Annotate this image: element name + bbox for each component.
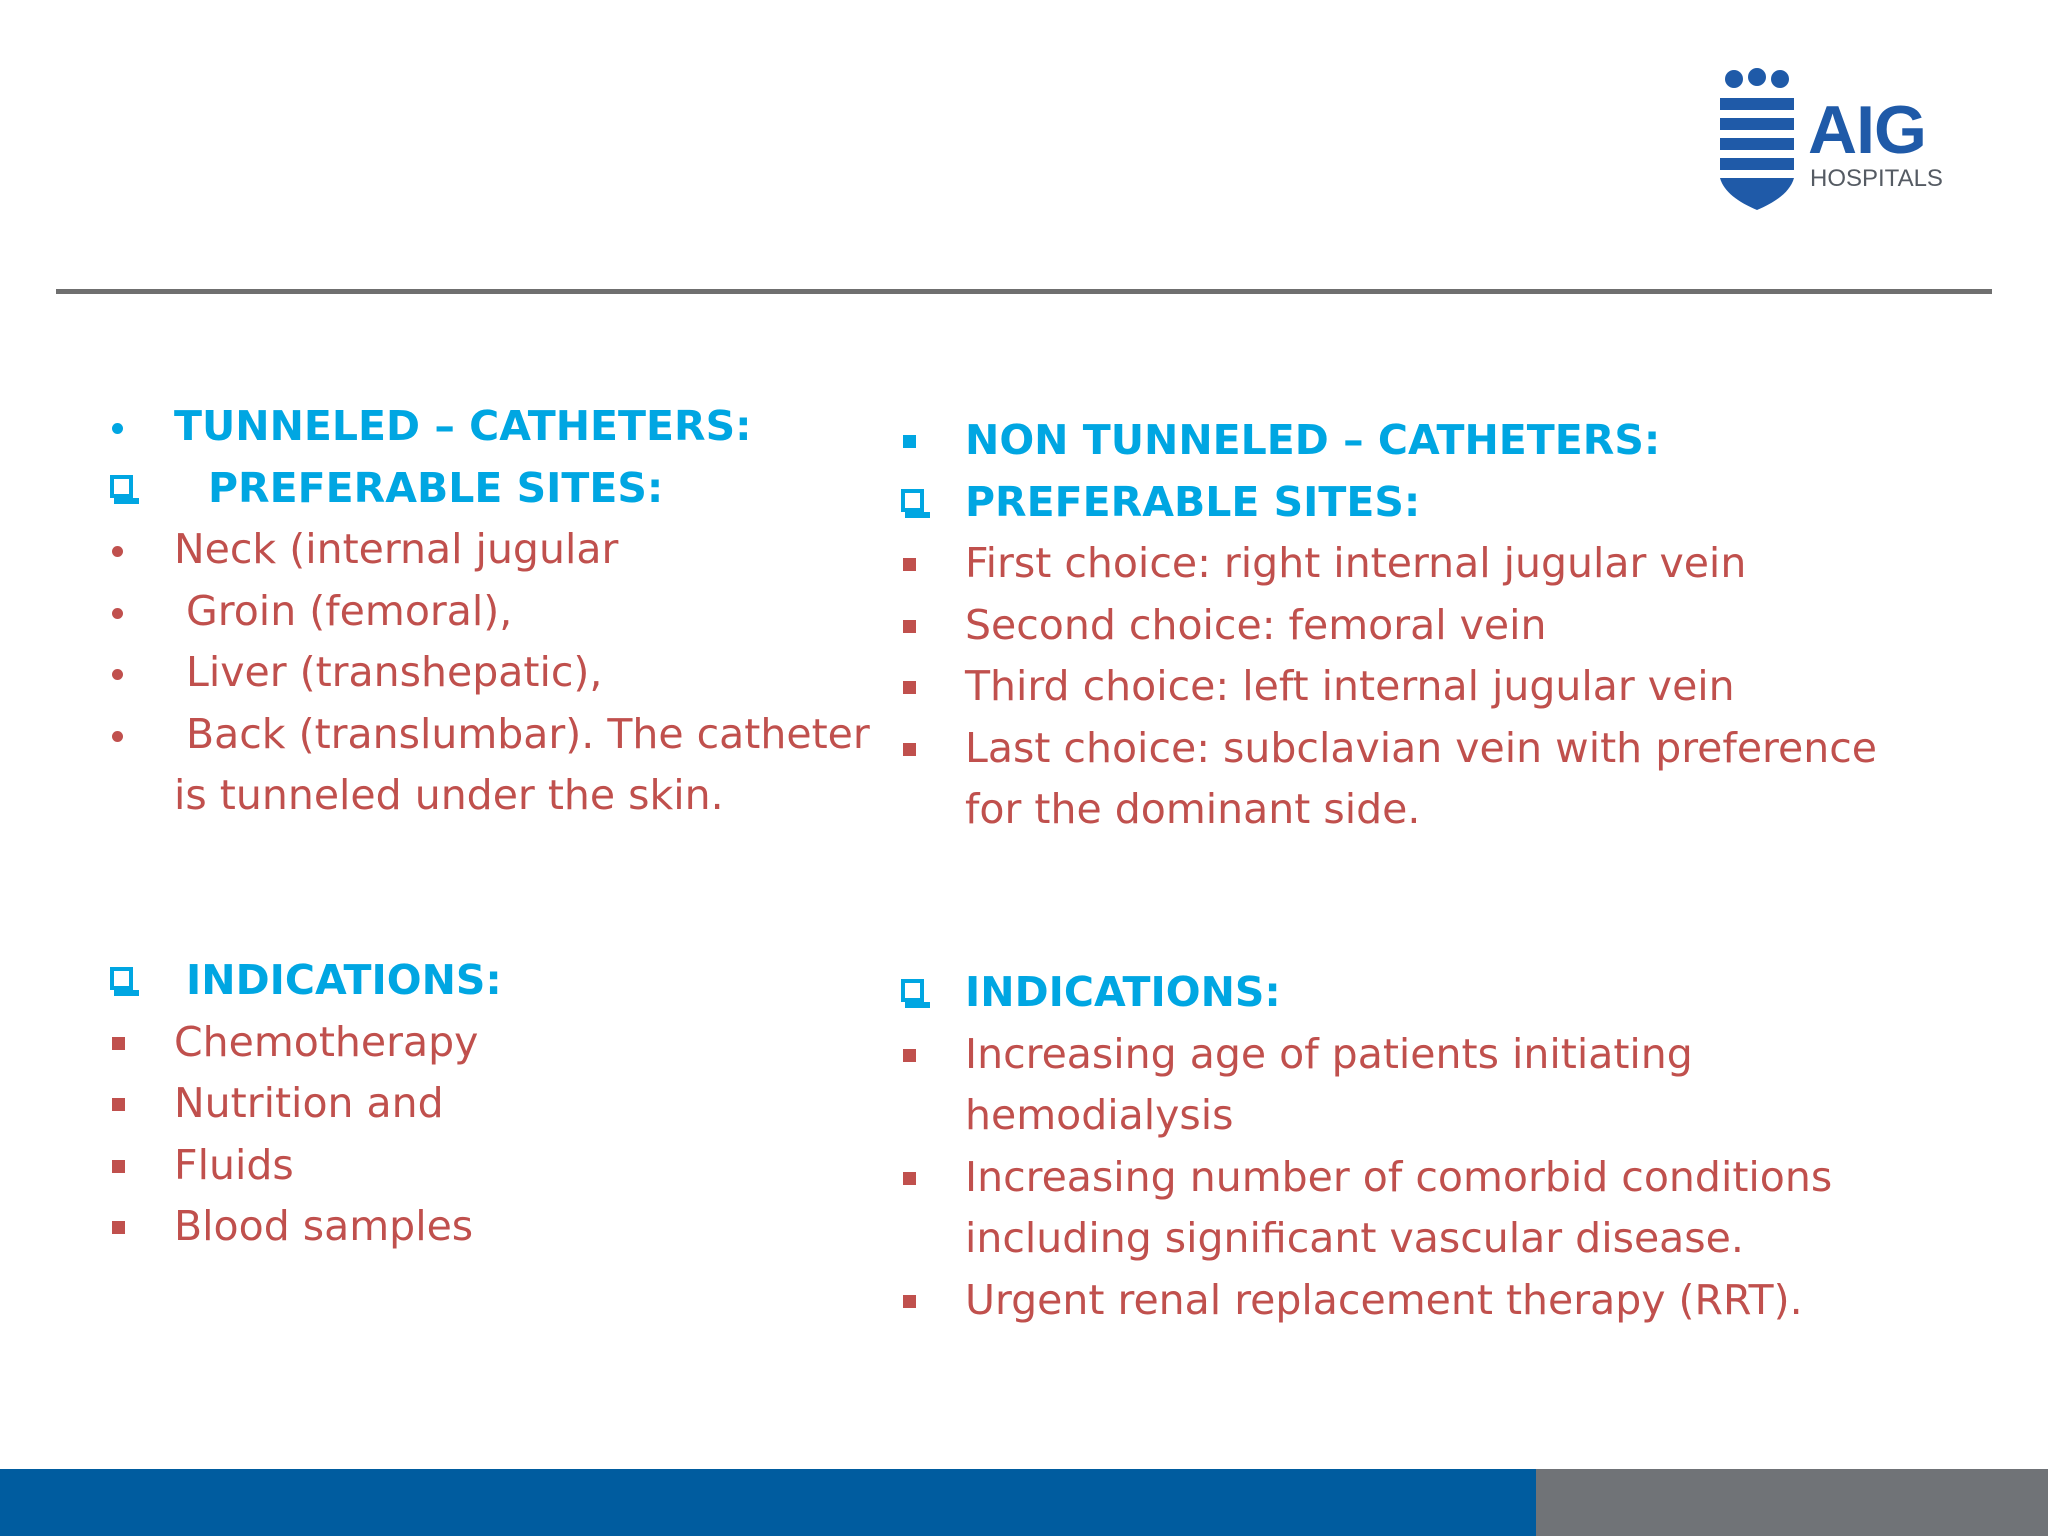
tunneled-indications-section xyxy=(106,950,886,1258)
square-bullet-icon xyxy=(897,1024,945,1086)
non-tunneled-indications-section xyxy=(897,962,2027,1331)
list-item: Increasing age of patients initiating xyxy=(897,1024,2027,1086)
bullet-icon xyxy=(106,396,154,458)
bullet-icon xyxy=(106,581,154,643)
list-item: Back (translumbar). The catheter xyxy=(106,704,886,766)
square-bullet-icon xyxy=(897,718,945,780)
list-item: Second choice: femoral vein xyxy=(897,595,2027,657)
square-bullet-icon xyxy=(897,410,945,472)
square-bullet-icon xyxy=(897,595,945,657)
square-bullet-icon xyxy=(106,1196,154,1258)
square-bullet-icon xyxy=(106,1073,154,1135)
checkbox-icon xyxy=(897,962,945,1024)
square-bullet-icon xyxy=(897,533,945,595)
bullet-icon xyxy=(106,704,154,766)
square-bullet-icon xyxy=(106,1012,154,1074)
list-item: Liver (transhepatic), xyxy=(106,642,886,704)
square-bullet-icon xyxy=(106,1135,154,1197)
aig-hospitals-logo xyxy=(1718,66,1943,212)
list-item: Neck (internal jugular xyxy=(106,519,886,581)
list-item: Third choice: left internal jugular vein xyxy=(897,656,2027,718)
shield-logo-icon xyxy=(1718,66,1808,212)
square-bullet-icon xyxy=(897,1270,945,1332)
list-item-continuation: for the dominant side. xyxy=(965,785,1421,833)
list-item: Nutrition and xyxy=(106,1073,886,1135)
list-item: Blood samples xyxy=(106,1196,886,1258)
list-item: Last choice: subclavian vein with preference xyxy=(897,718,2027,780)
list-item: Urgent renal replacement therapy (RRT). xyxy=(897,1270,2027,1332)
tunneled-indications-heading: INDICATIONS: xyxy=(106,950,886,1012)
logo-brand-name: AIG xyxy=(1808,92,1926,168)
tunneled-sites-heading: PREFERABLE SITES: xyxy=(106,458,886,520)
list-item-continuation: hemodialysis xyxy=(965,1091,1234,1139)
checkbox-icon xyxy=(106,458,154,520)
list-item: Chemotherapy xyxy=(106,1012,886,1074)
tunneled-title: TUNNELED – CATHETERS: xyxy=(106,396,886,458)
non-tunneled-indications-heading: INDICATIONS: xyxy=(897,962,2027,1024)
footer-bar-blue xyxy=(0,1469,1536,1536)
square-bullet-icon xyxy=(897,1147,945,1209)
list-item: First choice: right internal jugular vein xyxy=(897,533,2027,595)
square-bullet-icon xyxy=(897,656,945,718)
logo-brand-sub: HOSPITALS xyxy=(1810,165,1943,192)
tunneled-sites-section xyxy=(106,396,886,827)
list-item: Fluids xyxy=(106,1135,886,1197)
bullet-icon xyxy=(106,519,154,581)
list-item-continuation: including significant vascular disease. xyxy=(965,1214,1744,1262)
footer-bar-grey xyxy=(1536,1469,2048,1536)
checkbox-icon xyxy=(897,472,945,534)
list-item-continuation: is tunneled under the skin. xyxy=(174,771,724,819)
bullet-icon xyxy=(106,642,154,704)
checkbox-icon xyxy=(106,950,154,1012)
non-tunneled-sites-section xyxy=(897,410,2027,841)
header-divider xyxy=(56,289,1992,294)
non-tunneled-title: NON TUNNELED – CATHETERS: xyxy=(897,410,2027,472)
list-item: Groin (femoral), xyxy=(106,581,886,643)
non-tunneled-sites-heading: PREFERABLE SITES: xyxy=(897,472,2027,534)
list-item: Increasing number of comorbid conditions xyxy=(897,1147,2027,1209)
